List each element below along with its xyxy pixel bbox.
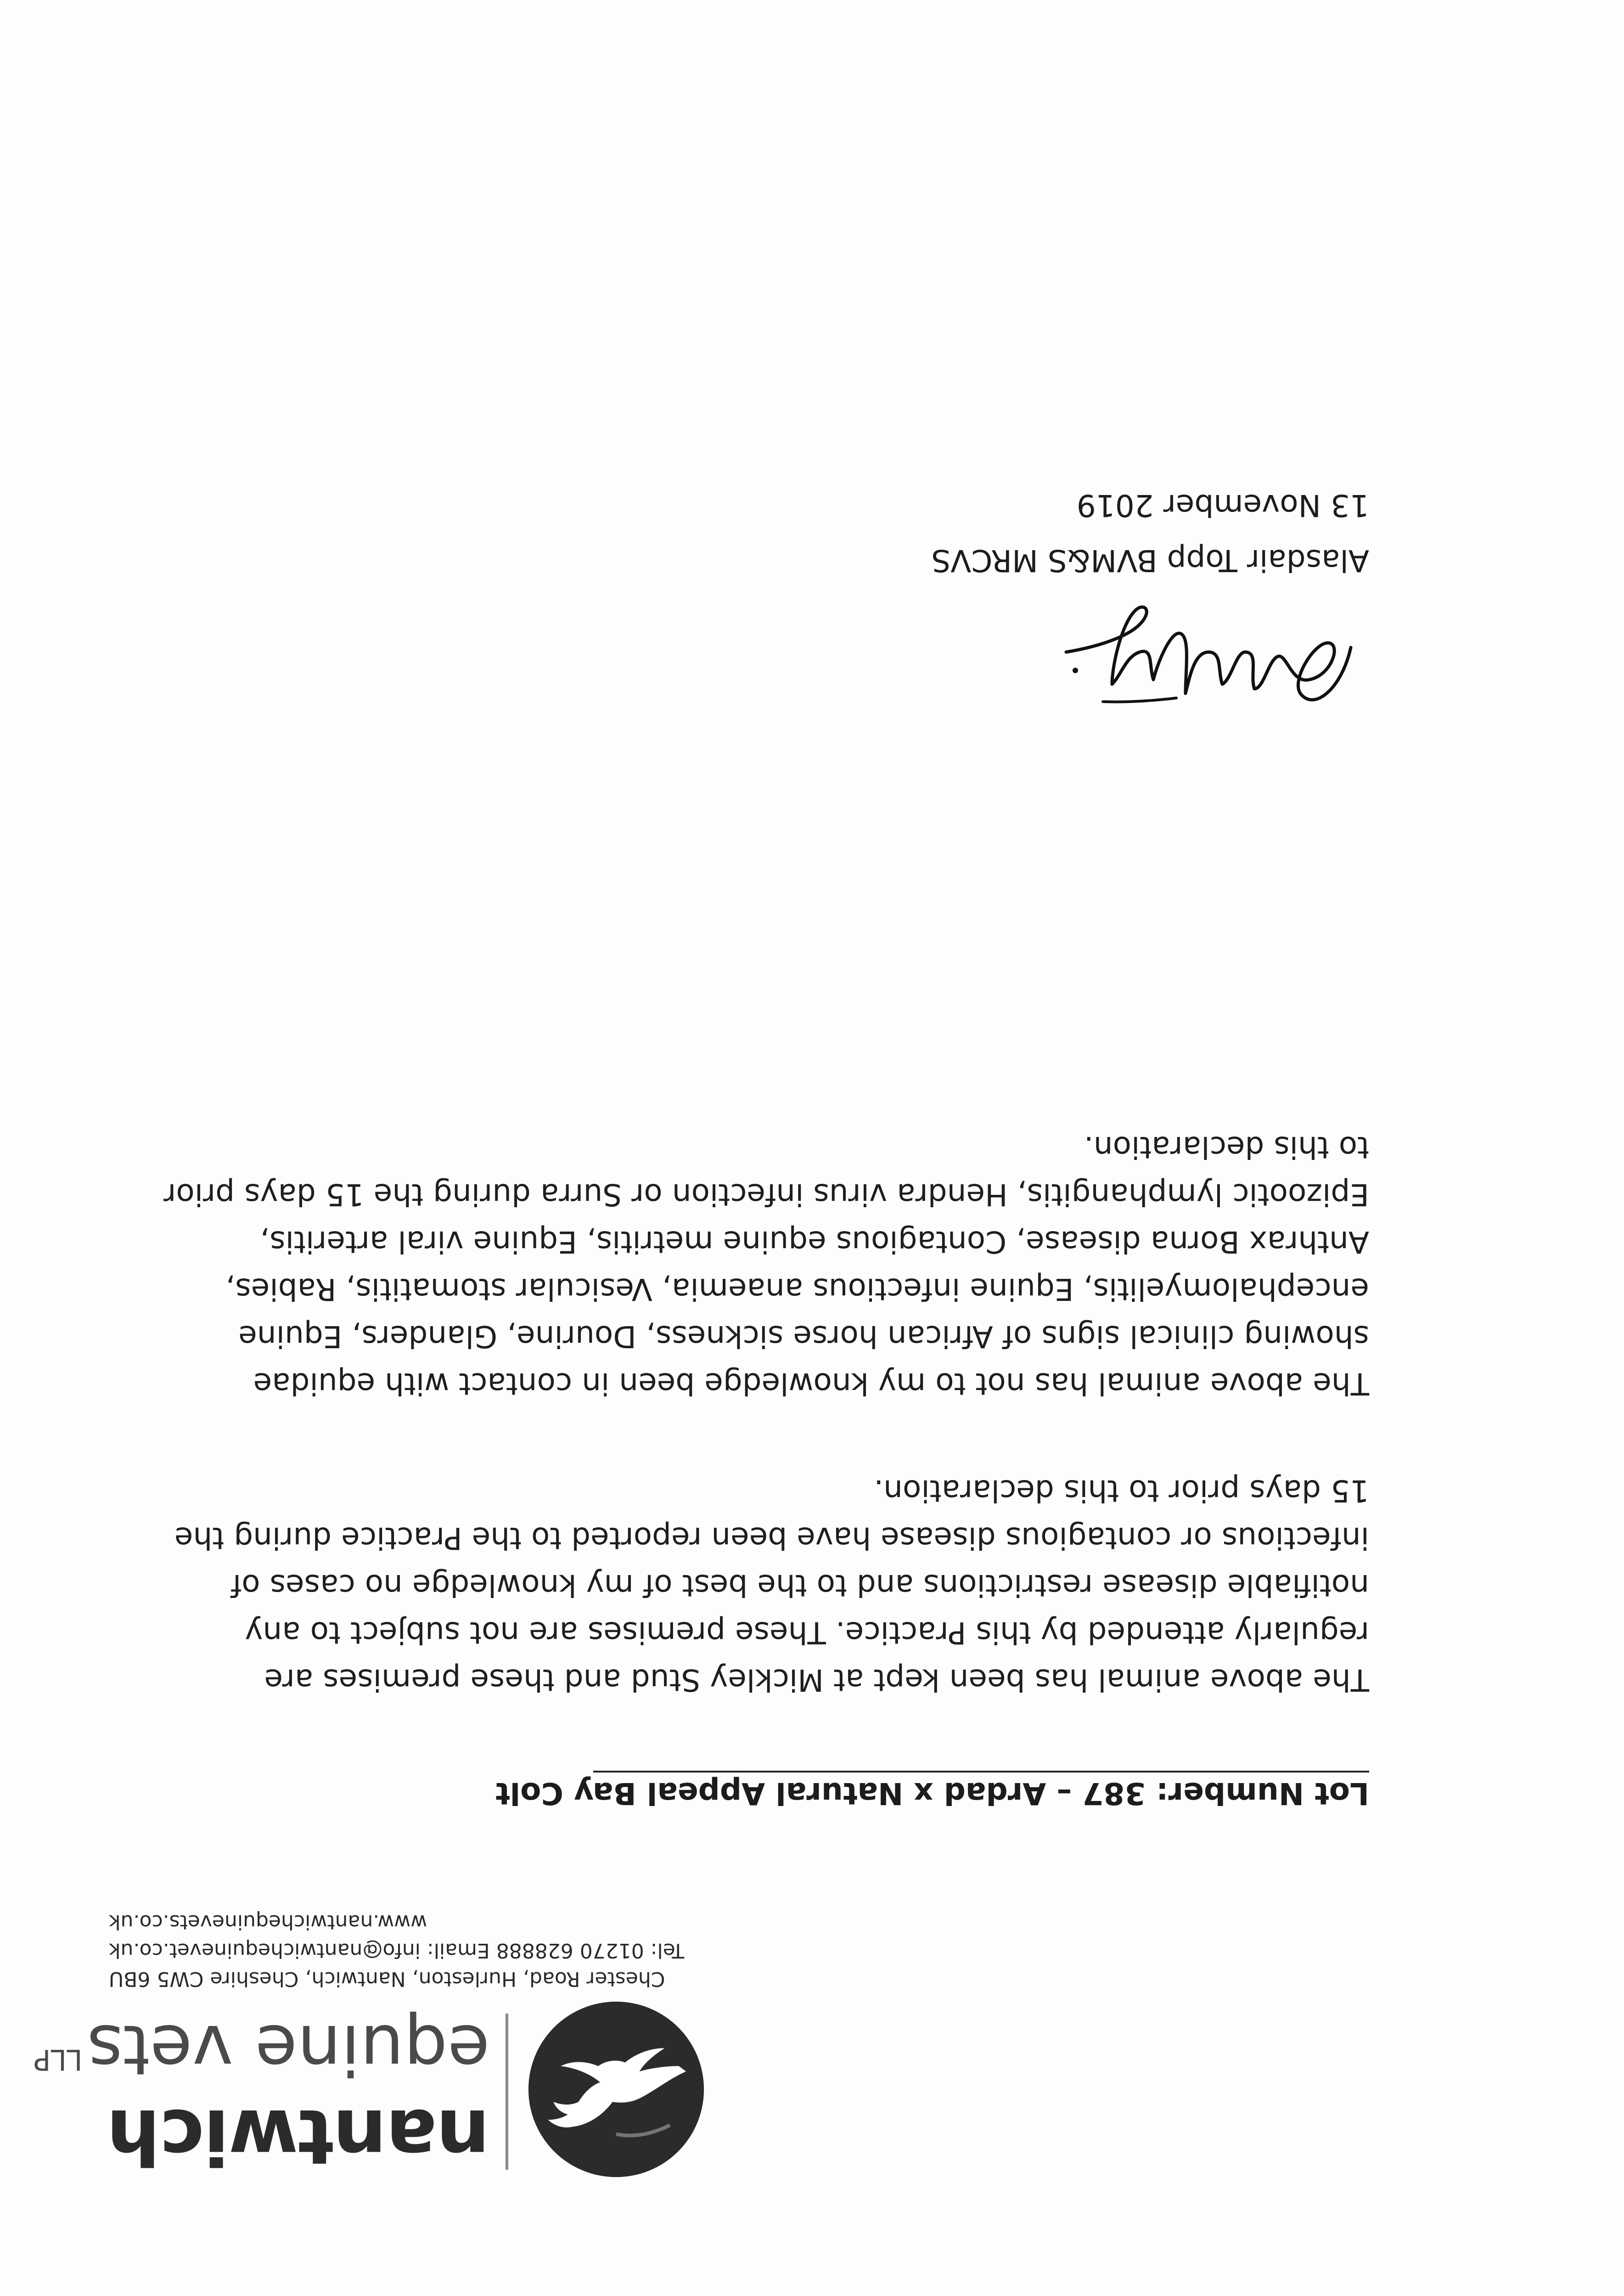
lot-heading-underline <box>593 1771 1369 1773</box>
website-line: www.nantwichequinevets.co.uk <box>109 1910 427 1934</box>
contact-line: Tel: 01270 628888 Email: info@nantwichequinevet.co.uk <box>109 1939 685 1962</box>
signature-date: 13 November 2019 <box>1076 488 1369 523</box>
paragraph-line: notifiable disease restrictions and to the best of my knowledge no cases of <box>231 1568 1369 1603</box>
paragraph-line: regularly attended by this Practice. These premises are not subject to any <box>245 1615 1369 1650</box>
logo-divider <box>506 2014 508 2170</box>
paragraph-line: Anthrax Borna disease, Contagious equine metritis, Equine viral arteritis, <box>260 1224 1369 1260</box>
paragraph-line: Epizootic lymphangitis, Hendra virus infection or Surra during the 15 days prior <box>163 1177 1369 1212</box>
paragraph-line: 15 days prior to this declaration. <box>874 1473 1369 1508</box>
brand-subtitle <box>34 2009 490 2094</box>
paragraph-line: encephalomyelitis, Equine infectious anaemia, Vesicular stomatitis, Rabies, <box>225 1272 1369 1307</box>
paragraph-line: showing clinical signs of African horse sickness, Dourine, Glanders, Equine <box>238 1319 1369 1354</box>
address-block <box>109 1908 1027 1993</box>
galloping-horse-icon <box>527 2000 706 2179</box>
declaration-paragraph-2 <box>163 1124 1369 1407</box>
signatory-name: Alasdair Topp BVM&S MRCVS <box>931 543 1369 578</box>
declaration-paragraph-1 <box>174 1467 1369 1704</box>
paragraph-line: infectious or contagious disease have been reported to the Practice during the <box>174 1520 1369 1556</box>
brand-name: nantwich <box>107 2093 490 2181</box>
paragraph-line: The above animal has not to my knowledge been in contact with equidae <box>253 1366 1369 1401</box>
paragraph-line: to this declaration. <box>1084 1130 1369 1165</box>
letterhead <box>34 2009 706 2181</box>
handwritten-signature <box>1048 597 1369 744</box>
lot-number-heading: Lot Number: 387 – Ardad x Natural Appeal Bay Colt <box>495 1776 1369 1811</box>
brand-llp-suffix: LLP <box>34 2043 83 2077</box>
address-line: Chester Road, Hurleston, Nantwich, Cheshire CW5 6BU <box>109 1967 665 1991</box>
brand-subtitle-text: equine vets <box>87 2009 490 2089</box>
paragraph-line: The above animal has been kept at Mickley Stud and these premises are <box>264 1662 1369 1698</box>
